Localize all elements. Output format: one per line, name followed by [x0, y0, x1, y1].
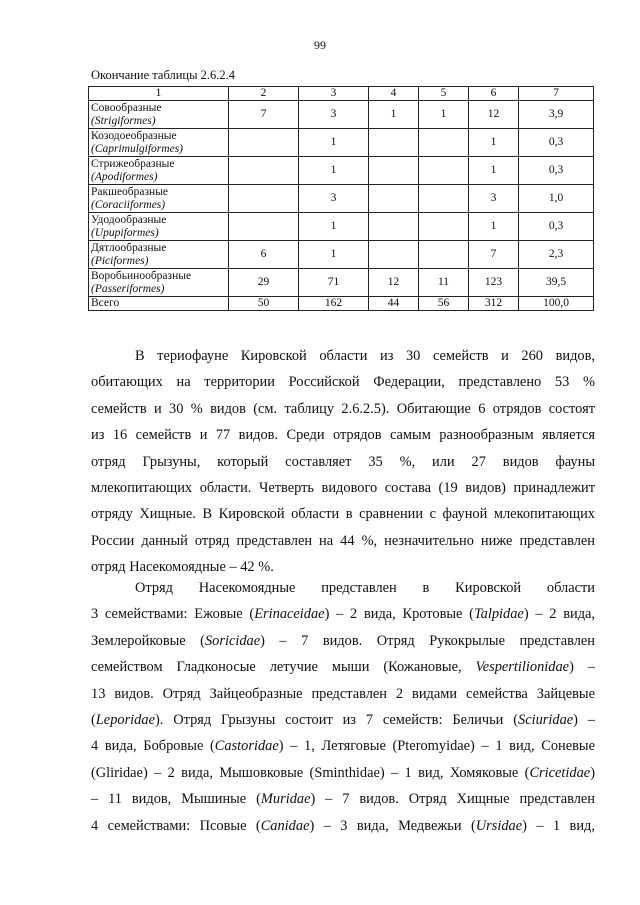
table-cell-c3: 1 — [299, 213, 369, 241]
order-name-cell — [89, 213, 229, 241]
table-cell-c5 — [419, 185, 469, 213]
table-cell-c6: 12 — [469, 101, 519, 129]
text-line: Землеройковые (Soricidae) – 7 видов. Отряд Рукокрылые представлен — [91, 632, 595, 649]
order-name-cell — [89, 129, 229, 157]
text-line: России данный отряд представлен на 44 %, незначительно ниже представлен — [91, 532, 595, 549]
text-line: 4 семействами: Псовые (Canidae) – 3 вида, Медвежьи (Ursidae) – 1 вид, — [91, 817, 595, 834]
order-latin-name: (Apodiformes) — [91, 170, 158, 183]
table-cell-c3: 1 — [299, 129, 369, 157]
order-name: Дятлообразные — [91, 241, 167, 254]
text-line: (Gliridae) – 2 вида, Мышовковые (Sminthidae) – 1 вид, Хомяковые (Cricetidae) — [91, 764, 595, 781]
table-cell-c7: 39,5 — [519, 269, 594, 297]
table-row — [89, 185, 594, 213]
order-latin-name: (Passeriformes) — [91, 282, 165, 295]
order-name: Стрижеобразные — [91, 157, 175, 170]
table-cell-c3: 3 — [299, 185, 369, 213]
table-cell-c2: 7 — [229, 101, 299, 129]
table-cell-c4: 1 — [369, 101, 419, 129]
column-header: 4 — [369, 87, 419, 101]
column-header: 1 — [89, 87, 229, 101]
table-cell-c2 — [229, 129, 299, 157]
table-cell-c6: 1 — [469, 157, 519, 185]
table-cell-c6: 1 — [469, 129, 519, 157]
text-line: 4 вида, Бобровые (Castoridae) – 1, Летяговые (Pteromyidae) – 1 вид, Соневые — [91, 738, 595, 755]
order-latin-name: (Strigiformes) — [91, 114, 156, 127]
text-line: млекопитающих области. Четверть видового состава (19 видов) принадлежит — [91, 480, 595, 497]
table-cell-c4: 12 — [369, 269, 419, 297]
total-cell-c4: 44 — [369, 297, 419, 311]
table-caption: Окончание таблицы 2.6.2.4 — [91, 68, 236, 82]
table-cell-c6: 7 — [469, 241, 519, 269]
total-label: Всего — [89, 297, 229, 311]
table-cell-c5 — [419, 157, 469, 185]
table-cell-c2 — [229, 213, 299, 241]
table-cell-c3: 1 — [299, 241, 369, 269]
page-number: 99 — [314, 38, 326, 52]
table-cell-c7: 0,3 — [519, 213, 594, 241]
text-line: 13 видов. Отряд Зайцеобразные представлен 2 видами семейства Зайцевые — [91, 685, 595, 702]
table-cell-c4 — [369, 241, 419, 269]
table-cell-c3: 3 — [299, 101, 369, 129]
total-cell-c3: 162 — [299, 297, 369, 311]
order-species-table — [88, 86, 594, 311]
table-cell-c2: 29 — [229, 269, 299, 297]
order-latin-name: (Piciformes) — [91, 254, 149, 267]
text-line: отряд Грызуны, который составляет 35 %, или 27 видов фауны — [91, 453, 595, 470]
order-name: Козодоеобразные — [91, 129, 177, 142]
table-cell-c7: 1,0 — [519, 185, 594, 213]
total-cell-c6: 312 — [469, 297, 519, 311]
table-cell-c4 — [369, 129, 419, 157]
text-line: из 16 семейств и 77 видов. Среди отрядов самым разнообразным является — [91, 427, 595, 444]
table-cell-c7: 0,3 — [519, 157, 594, 185]
table-cell-c6: 123 — [469, 269, 519, 297]
text-line: – 11 видов, Мышиные (Muridae) – 7 видов. Отряд Хищные представлен — [91, 791, 595, 808]
table-row — [89, 213, 594, 241]
paragraph-mammal-fauna — [91, 343, 595, 581]
text-line: отряд Насекомоядные – 42 %. — [91, 559, 274, 576]
order-name: Ракшеобразные — [91, 185, 169, 198]
total-cell-c2: 50 — [229, 297, 299, 311]
table-cell-c4 — [369, 213, 419, 241]
order-name-cell — [89, 101, 229, 129]
order-name-cell — [89, 241, 229, 269]
column-header: 2 — [229, 87, 299, 101]
table-cell-c2: 6 — [229, 241, 299, 269]
table-cell-c4 — [369, 185, 419, 213]
order-name-cell — [89, 269, 229, 297]
column-header: 3 — [299, 87, 369, 101]
order-name-cell — [89, 157, 229, 185]
total-cell-c7: 100,0 — [519, 297, 594, 311]
column-header: 5 — [419, 87, 469, 101]
total-cell-c5: 56 — [419, 297, 469, 311]
table-cell-c4 — [369, 157, 419, 185]
table-cell-c5 — [419, 129, 469, 157]
table-cell-c2 — [229, 157, 299, 185]
table-cell-c3: 71 — [299, 269, 369, 297]
text-line: семейством Гладконосые летучие мыши (Кожановые, Vespertilionidae) – — [91, 659, 596, 676]
table-cell-c7: 2,3 — [519, 241, 594, 269]
text-line: (Leporidae). Отряд Грызуны состоит из 7 семейств: Беличьи (Sciuridae) – — [91, 712, 595, 729]
table-cell-c5 — [419, 213, 469, 241]
table-cell-c7: 3,9 — [519, 101, 594, 129]
table-cell-c3: 1 — [299, 157, 369, 185]
text-line: Отряд Насекомоядные представлен в Кировской области — [135, 580, 595, 596]
order-latin-name: (Upupiformes) — [91, 226, 159, 239]
table-row — [89, 241, 594, 269]
order-name: Удодообразные — [91, 213, 167, 226]
table-total-row — [89, 297, 594, 311]
text-line: семейств и 30 % видов (см. таблицу 2.6.2.5). Обитающие 6 отрядов состоят — [91, 400, 595, 417]
order-name-cell — [89, 185, 229, 213]
column-header: 7 — [519, 87, 594, 101]
order-latin-name: (Coraciiformes) — [91, 198, 166, 211]
table-cell-c7: 0,3 — [519, 129, 594, 157]
table-header-row — [89, 87, 594, 101]
order-name: Совообразные — [91, 101, 162, 114]
table-cell-c5: 1 — [419, 101, 469, 129]
table-cell-c2 — [229, 185, 299, 213]
text-line: В териофауне Кировской области из 30 семейств и 260 видов, — [135, 348, 595, 364]
order-name: Воробьинообразные — [91, 269, 192, 282]
table-cell-c6: 1 — [469, 213, 519, 241]
table-row — [89, 129, 594, 157]
table-row — [89, 157, 594, 185]
order-latin-name: (Caprimulgiformes) — [91, 142, 183, 155]
text-line: обитающих на территории Российской Федерации, представлено 53 % — [91, 374, 595, 391]
table-cell-c5: 11 — [419, 269, 469, 297]
table-cell-c6: 3 — [469, 185, 519, 213]
table-cell-c5 — [419, 241, 469, 269]
text-line: отряду Хищные. В Кировской области в сравнении с фауной млекопитающих — [91, 506, 595, 523]
table-row — [89, 101, 594, 129]
column-header: 6 — [469, 87, 519, 101]
paragraph-orders-families — [91, 575, 595, 839]
table-row — [89, 269, 594, 297]
text-line: 3 семействами: Ежовые (Erinaceidae) – 2 вида, Кротовые (Talpidae) – 2 вида, — [91, 606, 596, 623]
